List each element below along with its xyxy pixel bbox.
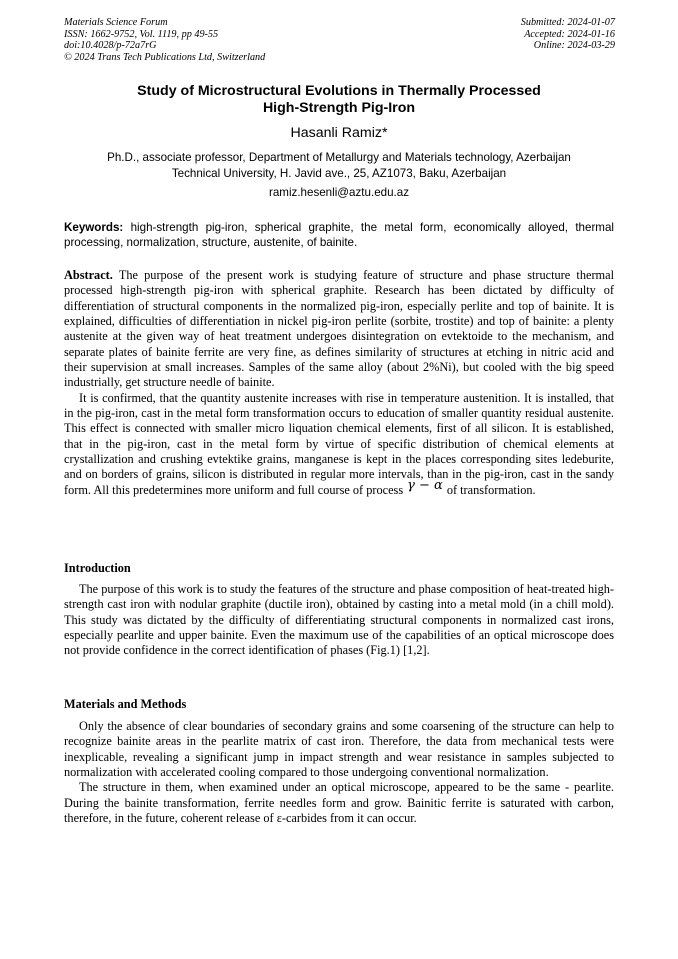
paper-title-line2: High-Strength Pig-Iron bbox=[262, 100, 416, 116]
date-submitted: Submitted: 2024-01-07 bbox=[520, 17, 615, 28]
methods-paragraph-2: The structure in them, when examined under an optical microscope, appeared to be the same - pearlite. During the bainite transformation, ferrite needles form and grow. Bainitic ferrite is saturated with carbon, therefore, in the future, coherent release of ε-carbides from it can occur. bbox=[64, 780, 614, 826]
journal-doi[interactable]: doi:10.4028/p-72a7rG bbox=[64, 40, 157, 52]
paper-title bbox=[64, 83, 614, 117]
date-online: Online: 2024-03-29 bbox=[533, 40, 615, 52]
abstract-text-2: It is confirmed, that the quantity austenite increases with rise in temperature austenition. It is installed, that in the pig-iron, cast in the metal form transformation occurs to education of smaller quantity residual austenite. This effect is connected with smaller micro liquation chemical elements, first of all silicon. It is established, that in the pig-iron, cast in the metal form by virtue of specific distribution of chemical elements at crystallization and crushing evtektike grains, manganese is kept in the places corresponding sites ledeburite, and on borders of grains, silicon is distributed in regular more intervals, than in the pig-iron, cast in the sandy form. All this predetermines more uniform and full course of process bbox=[64, 390, 614, 497]
methods-heading: Materials and Methods bbox=[64, 697, 187, 711]
keywords-label: Keywords: bbox=[64, 221, 124, 234]
abstract-label: Abstract. bbox=[64, 268, 113, 282]
affiliation-line1: Ph.D., associate professor, Department of Metallurgy and Materials technology, Azerbaijan bbox=[107, 151, 571, 164]
date-accepted: Accepted: 2024-01-16 bbox=[524, 28, 615, 40]
paper-title-line1: Study of Microstructural Evolutions in Thermally Processed bbox=[137, 83, 541, 99]
author-email[interactable]: ramiz.hesenli@aztu.edu.az bbox=[268, 186, 409, 199]
abstract-text-1: The purpose of the present work is studying feature of structure and phase structure thermal processed high-strength pig-iron with spherical graphite. Research has been dictated by difficulty of differentiation of structural components in the normalized pig-iron, especially perlite and top of bainite. It is explained, difficulties of differentiation in nickel pig-iron perlite (sorbite, trostite) and top of bainite: a plenty austenite at the given way of heat treatment undergoes disintegration on evtektoide to the mechanism, and separate plates of bainite ferrite are very fine, as defines similarity of structures at etching in nitric acid and their supervision at small increases. Samples of the same alloy (about 2%Ni), but cooled with the big speed industrially, get structure needle of bainite. bbox=[64, 268, 614, 390]
introduction-section bbox=[64, 582, 614, 659]
introduction-paragraph: The purpose of this work is to study the features of the structure and phase composition of heat-treated high-strength cast iron with nodular graphite (ductile iron), obtained by casting into a metal mold (in a chill mold). This study was dictated by the difficulty of differentiating structural components in normalized cast irons, especially pearlite and upper bainite. Even the maximum use of the capabilities of an optical microscope does not provide confidence in the correct identification of phases (Fig.1) [1,2]. bbox=[64, 582, 614, 658]
keywords-text: high-strength pig-iron, spherical graphite, the metal form, economically alloyed, thermal processing, normalization, structure, austenite, of bainite. bbox=[64, 221, 614, 249]
journal-info bbox=[64, 17, 265, 63]
introduction-heading: Introduction bbox=[64, 561, 131, 575]
gamma-alpha-formula: γ − α bbox=[407, 477, 443, 493]
abstract-paragraph-1 bbox=[64, 268, 614, 391]
author-affiliation bbox=[74, 150, 604, 181]
affiliation-line2: Technical University, H. Javid ave., 25, AZ1073, Baku, Azerbaijan bbox=[171, 166, 507, 180]
journal-copyright: © 2024 Trans Tech Publications Ltd, Switzerland bbox=[64, 51, 266, 63]
abstract-paragraph-2 bbox=[64, 391, 614, 498]
publication-dates bbox=[521, 17, 615, 52]
abstract-section bbox=[64, 268, 614, 498]
methods-paragraph-1: Only the absence of clear boundaries of secondary grains and some coarsening of the structure can help to recognize bainite areas in the pearlite matrix of cast iron. Therefore, the data from mechanical tests were inexplicable, revealing a significant jump in impact strength and wear resistance in samples subjected to normalization with accelerated cooling compared to those undergoing conventional normalization. bbox=[64, 719, 614, 780]
abstract-text-2-end: of transformation. bbox=[446, 482, 536, 497]
journal-name: Materials Science Forum bbox=[64, 17, 168, 28]
author-name: Hasanli Ramiz* bbox=[290, 125, 388, 141]
keywords-block bbox=[64, 220, 614, 250]
methods-section bbox=[64, 719, 614, 826]
journal-issn: ISSN: 1662-9752, Vol. 1119, pp 49-55 bbox=[64, 28, 219, 40]
